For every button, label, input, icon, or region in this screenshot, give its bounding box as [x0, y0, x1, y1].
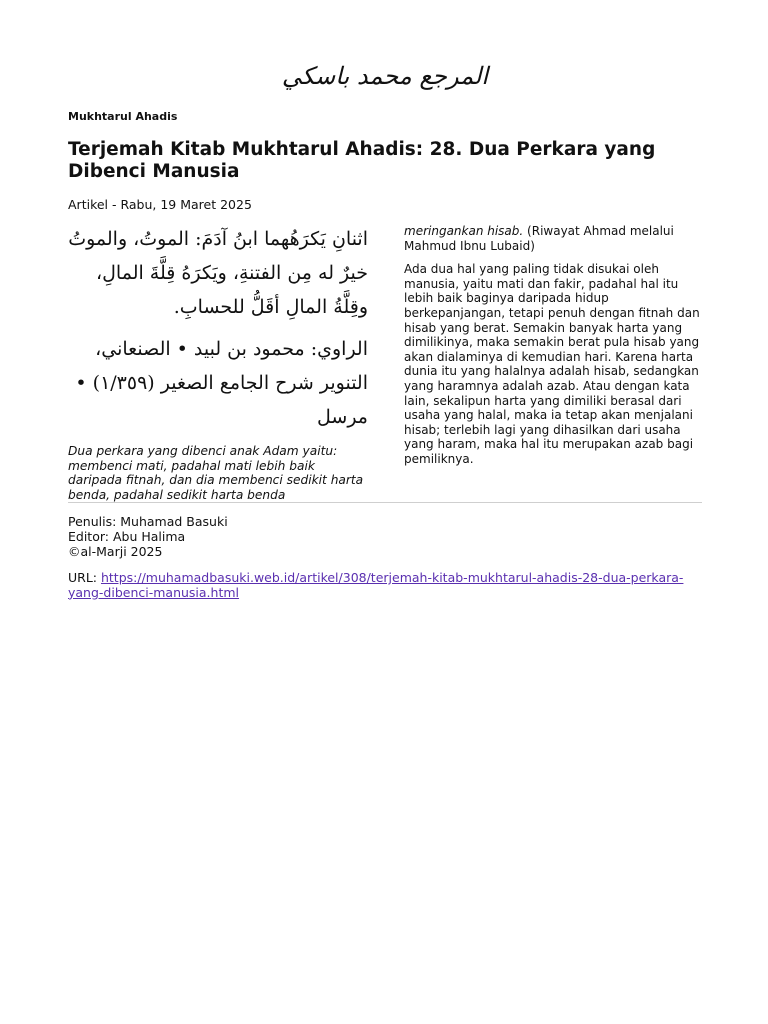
hadith-explanation: Ada dua hal yang paling tidak disukai oleh manusia, yaitu mati dan fakir, padahal hal itu lebih baik baginya daripada hidup berkepanjangan, tetapi penuh dengan fitnah dan hisab yang berat. Semakin banyak harta yang dimilikinya, maka semakin berat pula hisab yang akan dialaminya di kemudian hari. Karena harta dunia itu yang halalnya adalah hisab, sedangkan yang haramnya adalah azab. Atau dengan kata lain, sekalipun harta yang dimiliki berasal dari usaha yang halal, maka ia tetap akan menjalani hisab; terlebih lagi yang dihasilkan dari usaha yang haram, maka hal itu merupakan azab bagi pemiliknya. [404, 262, 700, 466]
arabic-narration: الراوي: محمود بن لبيد • الصنعاني، التنوير شرح الجامع الصغير (١/٣٥٩) • مرسل [75, 338, 368, 428]
url-line [68, 571, 702, 600]
section-divider [68, 502, 702, 503]
translation-continuation [404, 224, 702, 253]
editor-line: Editor: Abu Halima [68, 528, 186, 544]
arabic-hadith: اثنانِ يَكرَهُهما ابنُ آدَمَ: الموتُ، والموتُ خيرٌ له مِن الفتنةِ، ويَكرَهُ قِلَّةَ المالِ، وقِلَّةُ المالِ أقَلُّ للحسابِ. [68, 228, 368, 318]
hadith-translation: Dua perkara yang dibenci anak Adam yaitu: membenci mati, padahal mati lebih baik daripada fitnah, dan dia membenci sedikit harta benda, padahal sedikit harta benda [68, 444, 364, 502]
category-label: Mukhtarul Ahadis [68, 110, 178, 123]
page-title: Terjemah Kitab Mukhtarul Ahadis: 28. Dua Perkara yang Dibenci Manusia [68, 139, 656, 182]
article-credits [68, 515, 228, 559]
url-label: URL: [68, 570, 101, 585]
article-url-link[interactable]: https://muhamadbasuki.web.id/artikel/308/terjemah-kitab-mukhtarul-ahadis-28-dua-perkara-yang-dibenci-manusia.html [68, 570, 684, 600]
site-logo: المرجع محمد باسكي [281, 62, 489, 90]
author-line: Penulis: Muhamad Basuki [68, 514, 228, 529]
copyright-line: ©al-Marji 2025 [68, 543, 163, 559]
left-column [68, 222, 368, 502]
right-column [404, 224, 702, 467]
article-meta: Artikel - Rabu, 19 Maret 2025 [68, 197, 252, 212]
hadith-source: (Riwayat Ahmad melalui Mahmud Ibnu Lubaid) [404, 224, 674, 253]
translation-continuation-italic: meringankan hisab. [404, 224, 524, 238]
